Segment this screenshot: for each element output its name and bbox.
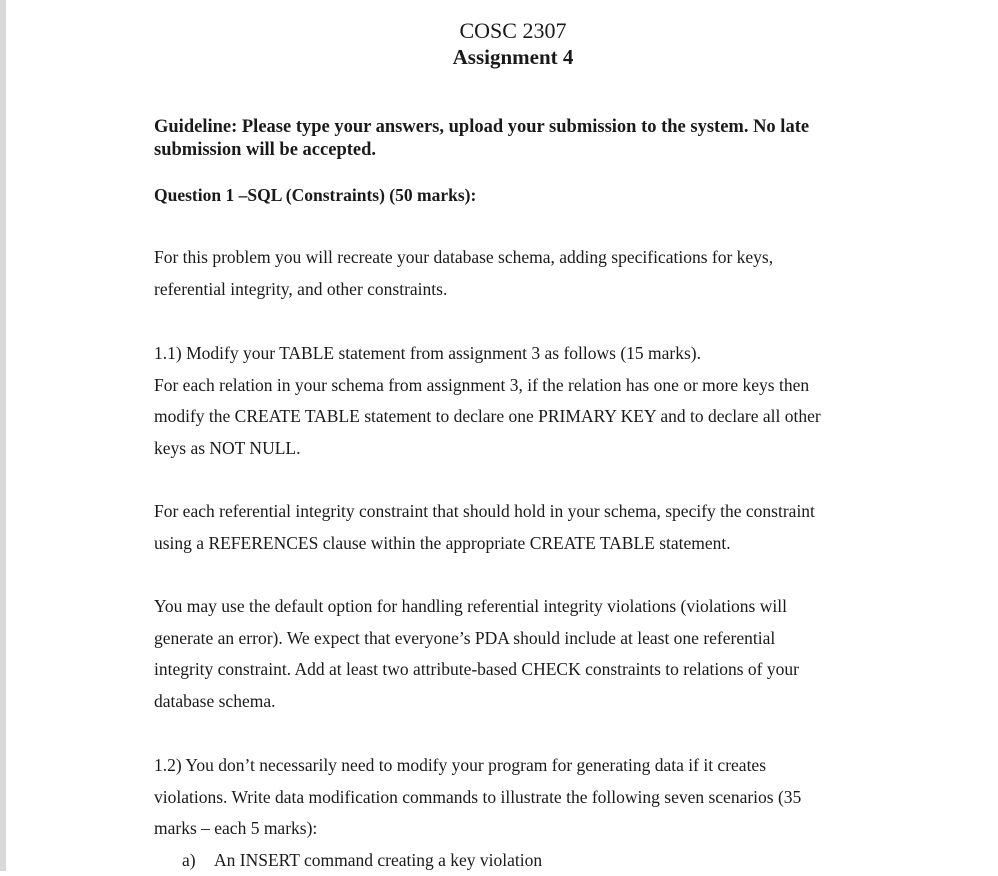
text-line: generate an error). We expect that everyone’s PDA should include at least one referential [154, 627, 776, 648]
guideline-line: Guideline: Please type your answers, upload your submission to the system. No late [154, 117, 810, 137]
text-line: For each referential integrity constraint that should hold in your schema, specify the constraint [154, 501, 815, 521]
assignment-title: Assignment 4 [452, 45, 574, 69]
list-item-text: An INSERT command creating a key violation [214, 850, 543, 870]
guideline-line: submission will be accepted. [154, 140, 377, 160]
part-1-1-paragraph [154, 338, 894, 464]
defaults-paragraph [154, 591, 894, 717]
question-1-heading: Question 1 –SQL (Constraints) (50 marks): [154, 185, 477, 205]
scenario-list-item [182, 845, 542, 876]
text-line: 1.2) You don’t necessarily need to modify your program for generating data if it creates [154, 755, 767, 775]
text-line: violations. Write data modification commands to illustrate the following seven scenarios (35 [154, 786, 802, 807]
referential-paragraph [154, 496, 894, 559]
text-line: marks – each 5 marks): [154, 818, 318, 838]
text-line: database schema. [154, 690, 276, 711]
list-marker: a) [182, 850, 196, 870]
intro-paragraph [154, 242, 894, 305]
text-line: using a REFERENCES clause within the appropriate CREATE TABLE statement. [154, 532, 731, 553]
text-line: keys as NOT NULL. [154, 437, 301, 458]
guideline-text [154, 116, 894, 162]
text-line: integrity constraint. Add at least two attribute-based CHECK constraints to relations of your [154, 659, 799, 679]
part-1-2-paragraph [154, 750, 894, 845]
course-code: COSC 2307 [459, 18, 567, 43]
text-line: 1.1) Modify your TABLE statement from assignment 3 as follows (15 marks). [154, 343, 702, 363]
text-line: You may use the default option for handling referential integrity violations (violations will [154, 596, 787, 616]
text-line: For this problem you will recreate your database schema, adding specifications for keys, [154, 247, 774, 267]
text-line: For each relation in your schema from assignment 3, if the relation has one or more keys then [154, 374, 810, 395]
text-line: referential integrity, and other constraints. [154, 278, 448, 299]
text-line: modify the CREATE TABLE statement to declare one PRIMARY KEY and to declare all other [154, 406, 821, 426]
